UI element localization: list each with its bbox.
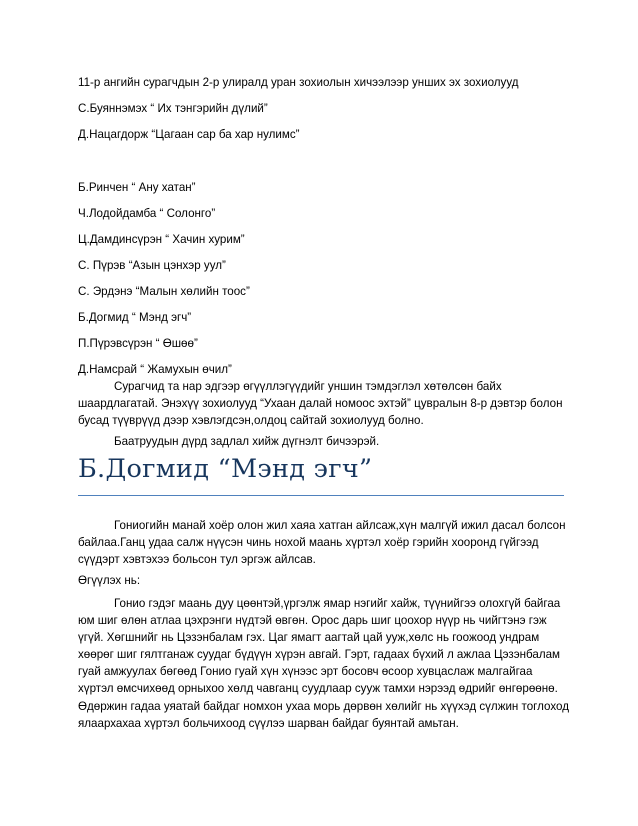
work-item: Д.Намсрай “ Жамухын өчил”	[78, 363, 232, 376]
work-item: С.Буяннэмэх “ Их тэнгэрийн дүлий”	[78, 102, 268, 115]
heading-underline	[78, 495, 564, 496]
story-paragraph: Гонио гэдэг маань дуу цөөнтэй,үргэлж ямар нэгийг хайж, түүнийгээ олохгүй байгаа юм шиг өлөн атлаа цэхрэнги нүдтэй өвгөн. Орос дарь шиг цоохор нүүр нь чийгтэнэ гэж үгүй. Хөгшнийг нь Цэзэнбалам гэх. Цаг ямагт аагтай цай ууж,хөлс нь гоожоод ундрам хөөрөг шиг гялтганаж суудаг бүдүүн хүрэн авгай. Гэрт, гадаах бүхий л ажлаа Цэзэнбалам гуай амжуулах бөгөөд Гонио гуай хүн хүнээс эрт босовч өсоор хувцаслаж малгайгаа хүртэл өмсчихөөд орныхоо хөлд чавганц суудлаар сууж тамхи нэрээд өдрийг өнгөрөөнө. Өдөржин гадаа уяатай байдаг номхон ухаа морь дөрвөн хөлийг нь хүүхэд сүлжин тоглоход ялаархахаа хүртэл больчихоод сүүлээ шарван байдаг буянтай амьтан.	[78, 597, 569, 730]
section-heading: Б.Догмид “Мэнд эгч”	[78, 454, 373, 484]
work-item: П.Пүрэвсүрэн “ Өшөө”	[78, 337, 198, 350]
work-item: Ч.Лодойдамба “ Солонго”	[78, 207, 216, 220]
work-item: Б.Ринчен “ Ану хатан”	[78, 181, 196, 194]
reading-list-intro: 11-р ангийн сурагчдын 2-р улиралд уран зохиолын хичээлээр унших эх зохиолууд	[78, 76, 519, 89]
work-item: Б.Догмид “ Мэнд эгч”	[78, 311, 192, 324]
instructions-paragraph: Баатруудын дүрд задлал хийж дүгнэлт бичээрэй.	[114, 435, 380, 448]
instructions-paragraph: Сурагчид та нар эдгээр өгүүллэгүүдийг уншин тэмдэглэл хөтөлсөн байх шаардлагатай. Энэхүү зохиолууд “Ухаан далай номоос эхтэй” цувралын 8-р дэвтэр болон бусад түүврүүд дээр хэвлэгдсэн,олдоц сайтай зохиолууд болно.	[78, 380, 563, 428]
story-paragraph: Гониогийн манай хоёр олон жил хаяа хатган айлсаж,хүн малгүй ижил дасал болсон байлаа.Ганц удаа салж нүүсэн чинь нохой маань хүртэл хоёр гэрийн хооронд гүйгээд сүүдэрт хэвтэхээ больсон тул эргэж айлсав.	[78, 519, 566, 567]
work-item: С. Эрдэнэ “Малын хөлийн тоос”	[78, 285, 250, 298]
story-subheading: Өгүүлэх нь:	[78, 574, 141, 587]
work-item: С. Пүрэв “Азын цэнхэр уул”	[78, 259, 226, 272]
work-item: Д.Нацагдорж “Цагаан сар ба хар нулимс”	[78, 128, 300, 141]
work-item: Ц.Дамдинсүрэн “ Хачин хурим”	[78, 233, 245, 246]
